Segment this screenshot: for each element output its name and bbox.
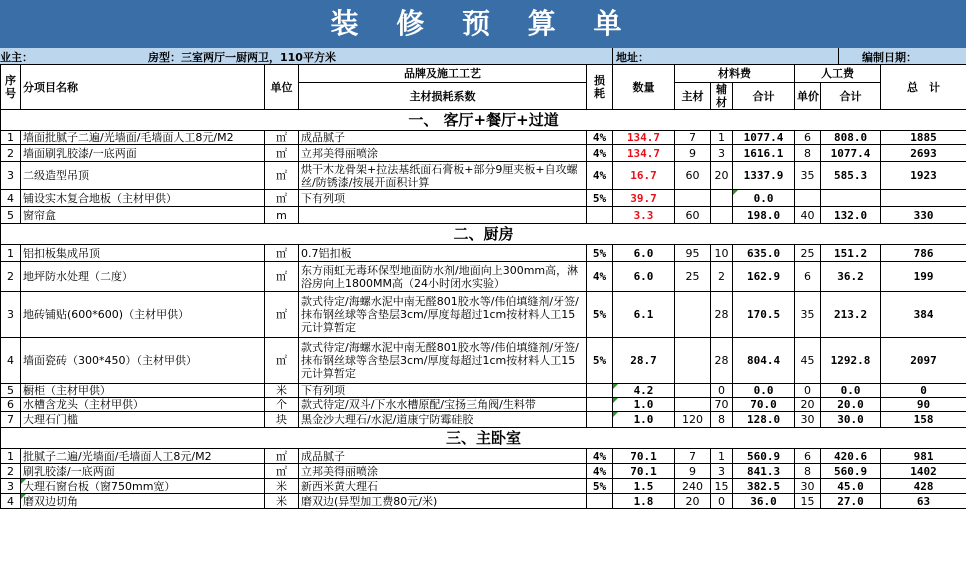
qty-cell: 70.1 xyxy=(613,464,675,479)
material-total-cell: 0.0 xyxy=(733,384,795,398)
material-total-cell: 70.0 xyxy=(733,398,795,412)
unit-cell: ㎡ xyxy=(265,449,299,464)
loss-cell: 4% xyxy=(587,162,613,190)
unit-cell: ㎡ xyxy=(265,464,299,479)
grand-total-cell: 63 xyxy=(881,494,966,509)
loss-cell: 5% xyxy=(587,479,613,494)
unit-cell: m xyxy=(265,207,299,224)
material-total-cell: 128.0 xyxy=(733,412,795,428)
row-no: 7 xyxy=(1,412,21,428)
material-total-cell: 804.4 xyxy=(733,338,795,384)
item-name: 墙面刷乳胶漆/一底两面 xyxy=(21,145,265,162)
labor-total-cell: 808.0 xyxy=(821,131,881,145)
labor-total-cell: 1292.8 xyxy=(821,338,881,384)
main-material-cell: 7 xyxy=(675,131,711,145)
qty-cell: 6.0 xyxy=(613,262,675,292)
brand-cell: 款式待定/海螺水泥中南无醛801胶水等/伟伯填缝剂/牙签/抹布钢丝球等含垫层3cm/厚度每超过1cm按材料人工15元计算暂定 xyxy=(299,338,587,384)
material-total-cell: 162.9 xyxy=(733,262,795,292)
table-row xyxy=(1,479,966,494)
labor-total-cell: 45.0 xyxy=(821,479,881,494)
brand-cell: 立邦美得丽喷涂 xyxy=(299,145,587,162)
item-name: 墙面批腻子二遍/光墙面/毛墙面人工8元/M2 xyxy=(21,131,265,145)
aux-material-cell xyxy=(711,207,733,224)
material-total-cell: 0.0 xyxy=(733,190,795,207)
main-material-cell xyxy=(675,190,711,207)
grand-total-cell: 90 xyxy=(881,398,966,412)
brand-cell: 烘干木龙骨架+拉法基纸面石膏板+部分9厘夹板+自攻螺丝/防锈漆/按展开面积计算 xyxy=(299,162,587,190)
brand-cell: 立邦美得丽喷涂 xyxy=(299,464,587,479)
labor-price-cell xyxy=(795,190,821,207)
item-name: 橱柜（主材甲供） xyxy=(21,384,265,398)
grand-total-cell: 1402 xyxy=(881,464,966,479)
qty-cell: 134.7 xyxy=(613,145,675,162)
brand-cell: 黑金沙大理石/水泥/道康宁防霉硅胶 xyxy=(299,412,587,428)
labor-total-cell: 36.2 xyxy=(821,262,881,292)
grand-total-cell: 0 xyxy=(881,384,966,398)
loss-cell: 5% xyxy=(587,292,613,338)
info-bar xyxy=(0,48,966,64)
unit-cell: 米 xyxy=(265,494,299,509)
labor-total-cell: 0.0 xyxy=(821,384,881,398)
main-material-cell xyxy=(675,384,711,398)
aux-material-cell: 28 xyxy=(711,292,733,338)
grand-total-cell: 384 xyxy=(881,292,966,338)
brand-cell: 成品腻子 xyxy=(299,131,587,145)
unit-cell: 米 xyxy=(265,384,299,398)
brand-cell: 0.7铝扣板 xyxy=(299,245,587,262)
section-title: 一、 客厅+餐厅+过道 xyxy=(1,110,966,131)
row-no: 1 xyxy=(1,245,21,262)
grand-total-cell: 2693 xyxy=(881,145,966,162)
header-unit: 单位 xyxy=(265,65,299,110)
material-total-cell: 170.5 xyxy=(733,292,795,338)
grand-total-cell: 1885 xyxy=(881,131,966,145)
table-row xyxy=(1,190,966,207)
brand-cell: 成品腻子 xyxy=(299,449,587,464)
qty-cell: 1.8 xyxy=(613,494,675,509)
material-total-cell: 36.0 xyxy=(733,494,795,509)
labor-total-cell: 151.2 xyxy=(821,245,881,262)
brand-cell: 款式待定/双斗/下水水槽原配/宝扬三角阀/生料带 xyxy=(299,398,587,412)
grand-total-cell: 199 xyxy=(881,262,966,292)
labor-total-cell: 20.0 xyxy=(821,398,881,412)
brand-cell: 下有列项 xyxy=(299,190,587,207)
table-row xyxy=(1,494,966,509)
material-total-cell: 198.0 xyxy=(733,207,795,224)
labor-price-cell: 6 xyxy=(795,262,821,292)
labor-price-cell: 15 xyxy=(795,494,821,509)
labor-total-cell: 420.6 xyxy=(821,449,881,464)
row-no: 4 xyxy=(1,338,21,384)
labor-total-cell: 560.9 xyxy=(821,464,881,479)
labor-price-cell: 0 xyxy=(795,384,821,398)
info-divider xyxy=(612,48,613,64)
header-seq: 序号 xyxy=(1,65,21,110)
item-name: 地坪防水处理（二度） xyxy=(21,262,265,292)
grand-total-cell: 786 xyxy=(881,245,966,262)
main-material-cell xyxy=(675,338,711,384)
labor-price-cell: 35 xyxy=(795,292,821,338)
aux-material-cell: 15 xyxy=(711,479,733,494)
main-material-cell: 120 xyxy=(675,412,711,428)
qty-cell: 28.7 xyxy=(613,338,675,384)
row-no: 6 xyxy=(1,398,21,412)
unit-cell: ㎡ xyxy=(265,162,299,190)
table-row xyxy=(1,338,966,384)
row-no: 3 xyxy=(1,479,21,494)
loss-cell: 4% xyxy=(587,464,613,479)
qty-cell: 6.0 xyxy=(613,245,675,262)
aux-material-cell: 1 xyxy=(711,131,733,145)
section-row xyxy=(1,428,966,449)
table-row xyxy=(1,398,966,412)
brand-cell xyxy=(299,207,587,224)
qty-cell: 134.7 xyxy=(613,131,675,145)
table-row xyxy=(1,262,966,292)
aux-material-cell: 70 xyxy=(711,398,733,412)
row-no: 5 xyxy=(1,384,21,398)
qty-cell: 3.3 xyxy=(613,207,675,224)
brand-cell: 东方雨虹无毒环保型地面防水剂/地面向上300mm高，淋浴房向上1800MM高（24小时闭水实验） xyxy=(299,262,587,292)
row-no: 1 xyxy=(1,449,21,464)
item-name: 墙面瓷砖（300*450）（主材甲供） xyxy=(21,338,265,384)
grand-total-cell: 1923 xyxy=(881,162,966,190)
labor-price-cell: 35 xyxy=(795,162,821,190)
unit-cell: 米 xyxy=(265,479,299,494)
header-loss-coef: 主材损耗系数 xyxy=(299,83,587,110)
unit-cell: ㎡ xyxy=(265,338,299,384)
grand-total-cell: 330 xyxy=(881,207,966,224)
main-material-cell xyxy=(675,292,711,338)
section-row xyxy=(1,224,966,245)
labor-total-cell: 585.3 xyxy=(821,162,881,190)
address-label: 地址： xyxy=(616,51,649,64)
header-labor: 人工费 xyxy=(795,65,881,83)
header-loss: 损耗 xyxy=(587,65,613,110)
main-material-cell: 95 xyxy=(675,245,711,262)
labor-price-cell: 6 xyxy=(795,131,821,145)
material-total-cell: 382.5 xyxy=(733,479,795,494)
loss-cell: 5% xyxy=(587,245,613,262)
main-material-cell: 9 xyxy=(675,145,711,162)
row-no: 3 xyxy=(1,292,21,338)
unit-cell: 个 xyxy=(265,398,299,412)
labor-price-cell: 45 xyxy=(795,338,821,384)
table-row xyxy=(1,384,966,398)
labor-total-cell: 30.0 xyxy=(821,412,881,428)
main-material-cell: 60 xyxy=(675,207,711,224)
sheet-title: 装 修 预 算 单 xyxy=(0,0,966,48)
info-divider xyxy=(838,48,839,64)
grand-total-cell xyxy=(881,190,966,207)
grand-total-cell: 428 xyxy=(881,479,966,494)
section-row xyxy=(1,110,966,131)
aux-material-cell: 8 xyxy=(711,412,733,428)
labor-total-cell: 1077.4 xyxy=(821,145,881,162)
house-type-label: 房型：三室两厅一厨两卫，110平方米 xyxy=(148,51,336,64)
unit-cell: ㎡ xyxy=(265,190,299,207)
item-name: 铝扣板集成吊顶 xyxy=(21,245,265,262)
section-title: 三、主卧室 xyxy=(1,428,966,449)
aux-material-cell: 3 xyxy=(711,464,733,479)
labor-total-cell: 27.0 xyxy=(821,494,881,509)
main-material-cell: 7 xyxy=(675,449,711,464)
material-total-cell: 560.9 xyxy=(733,449,795,464)
labor-price-cell: 25 xyxy=(795,245,821,262)
qty-cell: 1.0 xyxy=(613,398,675,412)
qty-cell: 4.2 xyxy=(613,384,675,398)
aux-material-cell: 2 xyxy=(711,262,733,292)
labor-total-cell: 132.0 xyxy=(821,207,881,224)
header-material-fee: 材料费 xyxy=(675,65,795,83)
section-title: 二、厨房 xyxy=(1,224,966,245)
labor-price-cell: 20 xyxy=(795,398,821,412)
row-no: 1 xyxy=(1,131,21,145)
aux-material-cell: 0 xyxy=(711,384,733,398)
header-brand: 品牌及施工工艺 xyxy=(299,65,587,83)
loss-cell xyxy=(587,207,613,224)
unit-cell: 块 xyxy=(265,412,299,428)
qty-cell: 70.1 xyxy=(613,449,675,464)
brand-cell: 下有列项 xyxy=(299,384,587,398)
qty-cell: 39.7 xyxy=(613,190,675,207)
row-no: 3 xyxy=(1,162,21,190)
item-name: 批腻子二遍/光墙面/毛墙面人工8元/M2 xyxy=(21,449,265,464)
header-qty: 数量 xyxy=(613,65,675,110)
loss-cell xyxy=(587,412,613,428)
header-grand-total: 总 计 xyxy=(881,65,966,110)
unit-cell: ㎡ xyxy=(265,145,299,162)
qty-cell: 1.5 xyxy=(613,479,675,494)
main-material-cell xyxy=(675,398,711,412)
unit-cell: ㎡ xyxy=(265,131,299,145)
brand-cell: 款式待定/海螺水泥中南无醛801胶水等/伟伯填缝剂/牙签/抹布钢丝球等含垫层3cm/厚度每超过1cm按材料人工15元计算暂定 xyxy=(299,292,587,338)
labor-price-cell: 30 xyxy=(795,479,821,494)
item-name: 铺设实木复合地板（主材甲供） xyxy=(21,190,265,207)
qty-cell: 16.7 xyxy=(613,162,675,190)
unit-cell: ㎡ xyxy=(265,262,299,292)
unit-cell: ㎡ xyxy=(265,292,299,338)
aux-material-cell: 0 xyxy=(711,494,733,509)
main-material-cell: 20 xyxy=(675,494,711,509)
item-name: 水槽含龙头（主材甲供） xyxy=(21,398,265,412)
table-row xyxy=(1,145,966,162)
date-label: 编制日期： xyxy=(862,51,917,64)
loss-cell xyxy=(587,384,613,398)
item-name: 二级造型吊顶 xyxy=(21,162,265,190)
labor-total-cell xyxy=(821,190,881,207)
item-name: 大理石门槛 xyxy=(21,412,265,428)
table-row xyxy=(1,245,966,262)
item-name: 磨双边切角 xyxy=(21,494,265,509)
material-total-cell: 635.0 xyxy=(733,245,795,262)
loss-cell: 4% xyxy=(587,262,613,292)
grand-total-cell: 2097 xyxy=(881,338,966,384)
row-no: 5 xyxy=(1,207,21,224)
item-name: 窗帘盒 xyxy=(21,207,265,224)
header-unit-price: 单价 xyxy=(795,83,821,110)
brand-cell: 新西米黄大理石 xyxy=(299,479,587,494)
aux-material-cell: 28 xyxy=(711,338,733,384)
loss-cell: 4% xyxy=(587,145,613,162)
qty-cell: 1.0 xyxy=(613,412,675,428)
item-name: 大理石窗台板（窗750mm宽） xyxy=(21,479,265,494)
table-row xyxy=(1,207,966,224)
brand-cell: 磨双边(异型加工费80元/米) xyxy=(299,494,587,509)
loss-cell: 5% xyxy=(587,190,613,207)
grand-total-cell: 158 xyxy=(881,412,966,428)
item-name: 地砖铺贴(600*600)（主材甲供） xyxy=(21,292,265,338)
loss-cell: 5% xyxy=(587,338,613,384)
table-row xyxy=(1,292,966,338)
row-no: 2 xyxy=(1,145,21,162)
loss-cell xyxy=(587,398,613,412)
row-no: 4 xyxy=(1,190,21,207)
labor-price-cell: 40 xyxy=(795,207,821,224)
budget-table xyxy=(0,64,966,509)
main-material-cell: 60 xyxy=(675,162,711,190)
table-row xyxy=(1,412,966,428)
header-subtotal: 合计 xyxy=(733,83,795,110)
table-row xyxy=(1,464,966,479)
labor-total-cell: 213.2 xyxy=(821,292,881,338)
loss-cell: 4% xyxy=(587,131,613,145)
main-material-cell: 25 xyxy=(675,262,711,292)
header-labor-total: 合计 xyxy=(821,83,881,110)
loss-cell xyxy=(587,494,613,509)
labor-price-cell: 30 xyxy=(795,412,821,428)
row-no: 4 xyxy=(1,494,21,509)
aux-material-cell: 20 xyxy=(711,162,733,190)
row-no: 2 xyxy=(1,464,21,479)
grand-total-cell: 981 xyxy=(881,449,966,464)
labor-price-cell: 8 xyxy=(795,145,821,162)
material-total-cell: 1616.1 xyxy=(733,145,795,162)
main-material-cell: 240 xyxy=(675,479,711,494)
material-total-cell: 1337.9 xyxy=(733,162,795,190)
qty-cell: 6.1 xyxy=(613,292,675,338)
table-row xyxy=(1,162,966,190)
aux-material-cell xyxy=(711,190,733,207)
loss-cell: 4% xyxy=(587,449,613,464)
table-row xyxy=(1,449,966,464)
row-no: 2 xyxy=(1,262,21,292)
table-row xyxy=(1,131,966,145)
aux-material-cell: 10 xyxy=(711,245,733,262)
owner-label: 业主： xyxy=(0,51,33,64)
labor-price-cell: 6 xyxy=(795,449,821,464)
item-name: 刷乳胶漆/一底两面 xyxy=(21,464,265,479)
material-total-cell: 841.3 xyxy=(733,464,795,479)
labor-price-cell: 8 xyxy=(795,464,821,479)
header-item: 分项目名称 xyxy=(21,65,265,110)
main-material-cell: 9 xyxy=(675,464,711,479)
aux-material-cell: 1 xyxy=(711,449,733,464)
material-total-cell: 1077.4 xyxy=(733,131,795,145)
header-aux-mat: 辅材 xyxy=(711,83,733,110)
aux-material-cell: 3 xyxy=(711,145,733,162)
unit-cell: ㎡ xyxy=(265,245,299,262)
header-main-mat: 主材 xyxy=(675,83,711,110)
